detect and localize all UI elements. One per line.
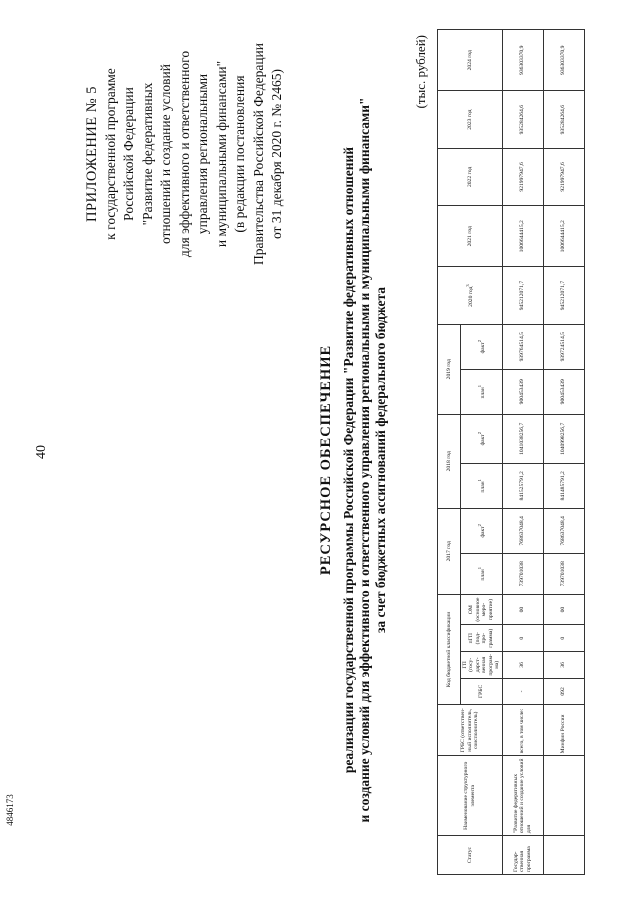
heading-line: реализации государственной программы Российской Федерации "Развитие федеративных отношений — [341, 146, 356, 774]
appendix-line: Правительства Российской Федерации — [250, 43, 266, 265]
cell-value: 921997947,6 — [543, 148, 584, 205]
cell-value: 935284264,6 — [502, 91, 543, 148]
header-2024: 2024 год — [438, 30, 503, 91]
appendix-line: (в редакции постановления — [232, 75, 247, 233]
cell-grbs: - — [502, 678, 543, 705]
plan-text: план — [479, 569, 486, 581]
header-2022: 2022 год — [438, 148, 503, 205]
plan-sup: 1 — [476, 567, 482, 570]
page-number: 40 — [34, 445, 49, 459]
heading-line: за счет бюджетных ассигнований федерального бюджета — [373, 286, 388, 634]
cell-gp: 36 — [543, 652, 584, 679]
cell-pgp: 0 — [502, 625, 543, 652]
appendix-line: отношений и создание условий — [158, 63, 173, 245]
cell-value: 1006644415,2 — [543, 206, 584, 267]
cell-value: 1006644415,2 — [502, 206, 543, 267]
cell-value: 739701038 — [543, 553, 584, 594]
cell-value: 935284264,6 — [543, 91, 584, 148]
cell-value: 1040998256,7 — [543, 414, 584, 463]
header-plan — [461, 463, 503, 508]
header-grbs: ГРБС — [461, 678, 503, 705]
cell-name — [543, 756, 584, 836]
cell-value: 939724514,5 — [543, 324, 584, 369]
cell-value: 939764514,5 — [502, 324, 543, 369]
cell-status — [543, 836, 584, 875]
cell-name: "Развитие федеративных отношений и создание условий для — [502, 756, 543, 836]
plan-text: план — [479, 481, 486, 493]
cell-value: 945212071,7 — [543, 267, 584, 324]
plan-text: план — [479, 387, 486, 399]
header-fact — [461, 414, 503, 463]
cell-pgp: 0 — [543, 625, 584, 652]
cell-value: 1041038256,7 — [502, 414, 543, 463]
header-2018: 2018 год — [438, 414, 461, 508]
appendix-block — [83, 21, 287, 287]
fact-text: факт — [479, 434, 486, 446]
header-plan — [461, 553, 503, 594]
cell-value: 768637048,4 — [543, 508, 584, 553]
units-label: (тыс. рублей) — [413, 35, 428, 109]
header-pgp: пГП (под-про-грамма) — [461, 625, 503, 652]
plan-sup: 1 — [476, 479, 482, 482]
fact-text: факт — [479, 526, 486, 538]
cell-grbs: 092 — [543, 678, 584, 705]
header-status: Статус — [438, 836, 503, 875]
cell-value: 768637048,4 — [502, 508, 543, 553]
header-2021: 2021 год — [438, 206, 503, 267]
cell-value: 921997947,6 — [502, 148, 543, 205]
header-name: Наименование структурного элемента — [438, 756, 503, 836]
fact-sup: 2 — [476, 524, 482, 527]
header-2023: 2023 год — [438, 91, 503, 148]
appendix-line: и муниципальными финансами" — [213, 60, 229, 248]
cell-value: 936303370,9 — [502, 30, 543, 91]
cell-value: 945212071,7 — [502, 267, 543, 324]
appendix-line: управления региональными — [195, 73, 210, 235]
header-gp: ГП (госу-дарст-венная програм-ма) — [461, 652, 503, 679]
table-row — [543, 30, 584, 875]
header-plan — [461, 369, 503, 414]
plan-sup: 1 — [476, 384, 482, 388]
header-2020-text: 2020 год — [467, 286, 474, 307]
header-2020 — [438, 267, 503, 324]
resource-table — [437, 29, 585, 875]
appendix-line: Российской Федерации — [121, 87, 136, 221]
fact-sup: 2 — [476, 339, 482, 343]
header-2020-sup: 3 — [465, 284, 471, 287]
cell-value: 900453439 — [543, 369, 584, 414]
appendix-line: к государственной программе — [102, 68, 118, 240]
header-row — [438, 30, 461, 875]
cell-holder: всего, в том числе: — [502, 705, 543, 756]
fact-text: факт — [479, 342, 486, 354]
header-budget-code: Код бюджетной классификации — [438, 594, 461, 704]
cell-om: 00 — [543, 594, 584, 625]
header-om: ОМ (основное меро-приятие) — [461, 594, 503, 625]
heading-line: и создание условий для эффективного и ответственного управления региональными и муниципальными финансами" — [357, 97, 372, 823]
fact-sup: 2 — [476, 432, 482, 435]
header-fact — [461, 324, 503, 369]
header-grbs-holder: ГРБС (ответствен-ный исполнитель, соисполнитель) — [438, 705, 503, 756]
appendix-title: ПРИЛОЖЕНИЕ № 5 — [84, 86, 100, 222]
table-row — [502, 30, 543, 875]
document-heading — [318, 45, 389, 875]
heading-title: РЕСУРСНОЕ ОБЕСПЕЧЕНИЕ — [318, 344, 334, 576]
cell-gp: 36 — [502, 652, 543, 679]
cell-value: 936303370,9 — [543, 30, 584, 91]
cell-value: 739701038 — [502, 553, 543, 594]
cell-om: 00 — [502, 594, 543, 625]
appendix-line: "Развитие федеративных — [139, 82, 155, 226]
cell-status: Государ-ственная программа — [502, 836, 543, 875]
header-2019: 2019 год — [438, 324, 461, 414]
cell-value: 841525791,2 — [502, 463, 543, 508]
appendix-line: от 31 декабря 2020 г. № 2465) — [269, 68, 284, 240]
cell-value: 900453439 — [502, 369, 543, 414]
appendix-line: для эффективного и ответственного — [176, 50, 192, 258]
document-code: 4846173 — [5, 794, 15, 826]
header-2017: 2017 год — [438, 508, 461, 594]
cell-value: 841485791,2 — [543, 463, 584, 508]
cell-holder: Минфин России — [543, 705, 584, 756]
header-fact — [461, 508, 503, 553]
